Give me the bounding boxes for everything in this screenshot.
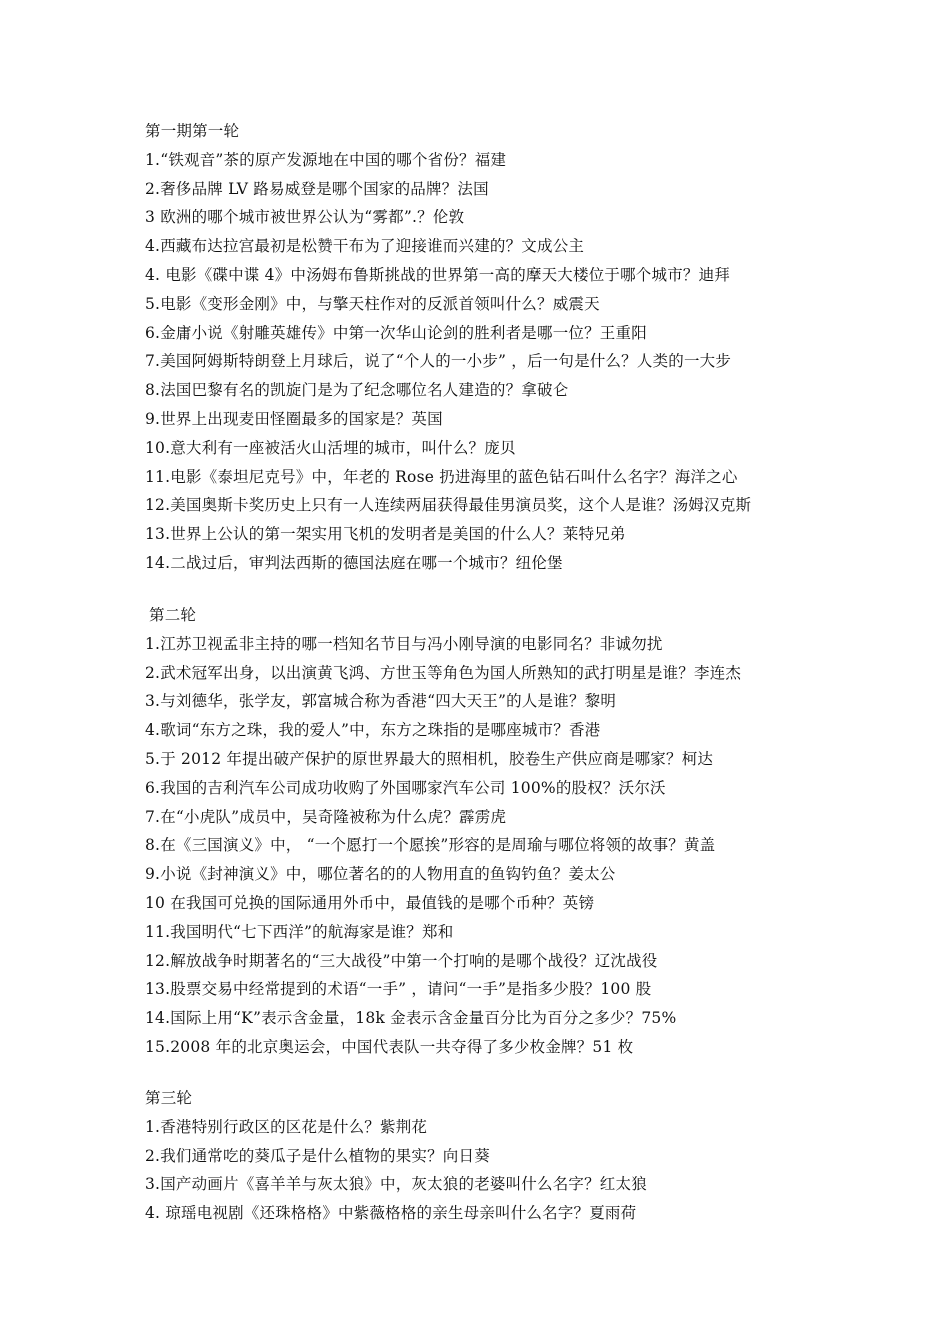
question-item: 14.国际上用“K”表示含金量，18k 金表示含金量百分比为百分之多少？75% [145,1009,677,1028]
question-item: 1.“铁观音”茶的原产发源地在中国的哪个省份？福建 [145,150,507,169]
question-item: 3 欧洲的哪个城市被世界公认为“雾都”.？伦敦 [145,208,465,227]
question-item: 3.国产动画片《喜羊羊与灰太狼》中，灰太狼的老婆叫什么名字？红太狼 [145,1175,647,1194]
question-item: 9.世界上出现麦田怪圈最多的国家是？英国 [145,409,443,428]
question-item: 10 在我国可兑换的国际通用外币中，最值钱的是哪个币种？英镑 [145,893,595,912]
question-item: 2.我们通常吃的葵瓜子是什么植物的果实？向日葵 [145,1146,490,1165]
question-item: 1.香港特别行政区的区花是什么？紫荆花 [145,1117,428,1136]
question-item: 12.解放战争时期著名的“三大战役”中第一个打响的是哪个战役？辽沈战役 [145,951,658,970]
section-round-2 [145,601,905,1062]
question-item: 5.于 2012 年提出破产保护的原世界最大的照相机，胶卷生产供应商是哪家？柯达 [145,749,714,768]
question-item: 7.在“小虎队”成员中，吴奇隆被称为什么虎？霹雳虎 [145,807,507,826]
question-item: 4.西藏布达拉宫最初是松赞干布为了迎接谁而兴建的？文成公主 [145,237,585,256]
question-item: 9.小说《封神演义》中，哪位著名的的人物用直的鱼钩钓鱼？姜太公 [145,865,616,884]
question-item: 14.二战过后，审判法西斯的德国法庭在哪一个城市？纽伦堡 [145,553,563,572]
question-item: 13.股票交易中经常提到的术语“一手” ，请问“一手”是指多少股？100 股 [145,980,652,999]
question-item: 3.与刘德华，张学友，郭富城合称为香港“四大天王”的人是谁？黎明 [145,692,617,711]
question-item: 4. 电影《碟中谍 4》中汤姆布鲁斯挑战的世界第一高的摩天大楼位于哪个城市？迪拜 [145,265,731,284]
question-item: 13.世界上公认的第一架实用飞机的发明者是美国的什么人？莱特兄弟 [145,525,626,544]
section-heading: 第三轮 [145,1089,193,1107]
question-item: 11.我国明代“七下西洋”的航海家是谁？郑和 [145,922,454,941]
question-item: 5.电影《变形金刚》中，与擎天柱作对的反派首领叫什么？威震天 [145,294,600,313]
question-item: 12.美国奥斯卡奖历史上只有一人连续两届获得最佳男演员奖，这个人是谁？汤姆汉克斯 [145,496,752,515]
section-heading: 第二轮 [149,606,197,624]
question-item: 11.电影《泰坦尼克号》中，年老的 Rose 扔进海里的蓝色钻石叫什么名字？海洋之心 [145,467,738,486]
question-item: 6.金庸小说《射雕英雄传》中第一次华山论剑的胜利者是哪一位？王重阳 [145,323,647,342]
question-item: 10.意大利有一座被活火山活埋的城市，叫什么？庞贝 [145,438,516,457]
section-round-3 [145,1084,905,1228]
question-item: 6.我国的吉利汽车公司成功收购了外国哪家汽车公司 100%的股权？沃尔沃 [145,778,666,797]
question-item: 15.2008 年的北京奥运会，中国代表队一共夺得了多少枚金牌？51 枚 [145,1037,634,1056]
question-item: 2.奢侈品牌 LV 路易威登是哪个国家的品牌？法国 [145,179,489,198]
question-item: 8.法国巴黎有名的凯旋门是为了纪念哪位名人建造的？拿破仑 [145,381,569,400]
question-item: 4.歌词“东方之珠，我的爱人”中，东方之珠指的是哪座城市？香港 [145,721,601,740]
question-item: 2.武术冠军出身，以出演黄飞鸿、方世玉等角色为国人所熟知的武打明星是谁？李连杰 [145,663,742,682]
question-item: 4. 琼瑶电视剧《还珠格格》中紫薇格格的亲生母亲叫什么名字？夏雨荷 [145,1204,637,1223]
section-round-1 [145,117,905,578]
question-item: 8.在《三国演义》中， “一个愿打一个愿挨”形容的是周瑜与哪位将领的故事？黄盖 [145,836,716,855]
question-item: 7.美国阿姆斯特朗登上月球后，说了“个人的一小步” ，后一句是什么？人类的一大步 [145,352,732,371]
section-heading: 第一期第一轮 [145,122,240,140]
question-item: 1.江苏卫视孟非主持的哪一档知名节目与冯小刚导演的电影同名？非诚勿扰 [145,634,663,653]
